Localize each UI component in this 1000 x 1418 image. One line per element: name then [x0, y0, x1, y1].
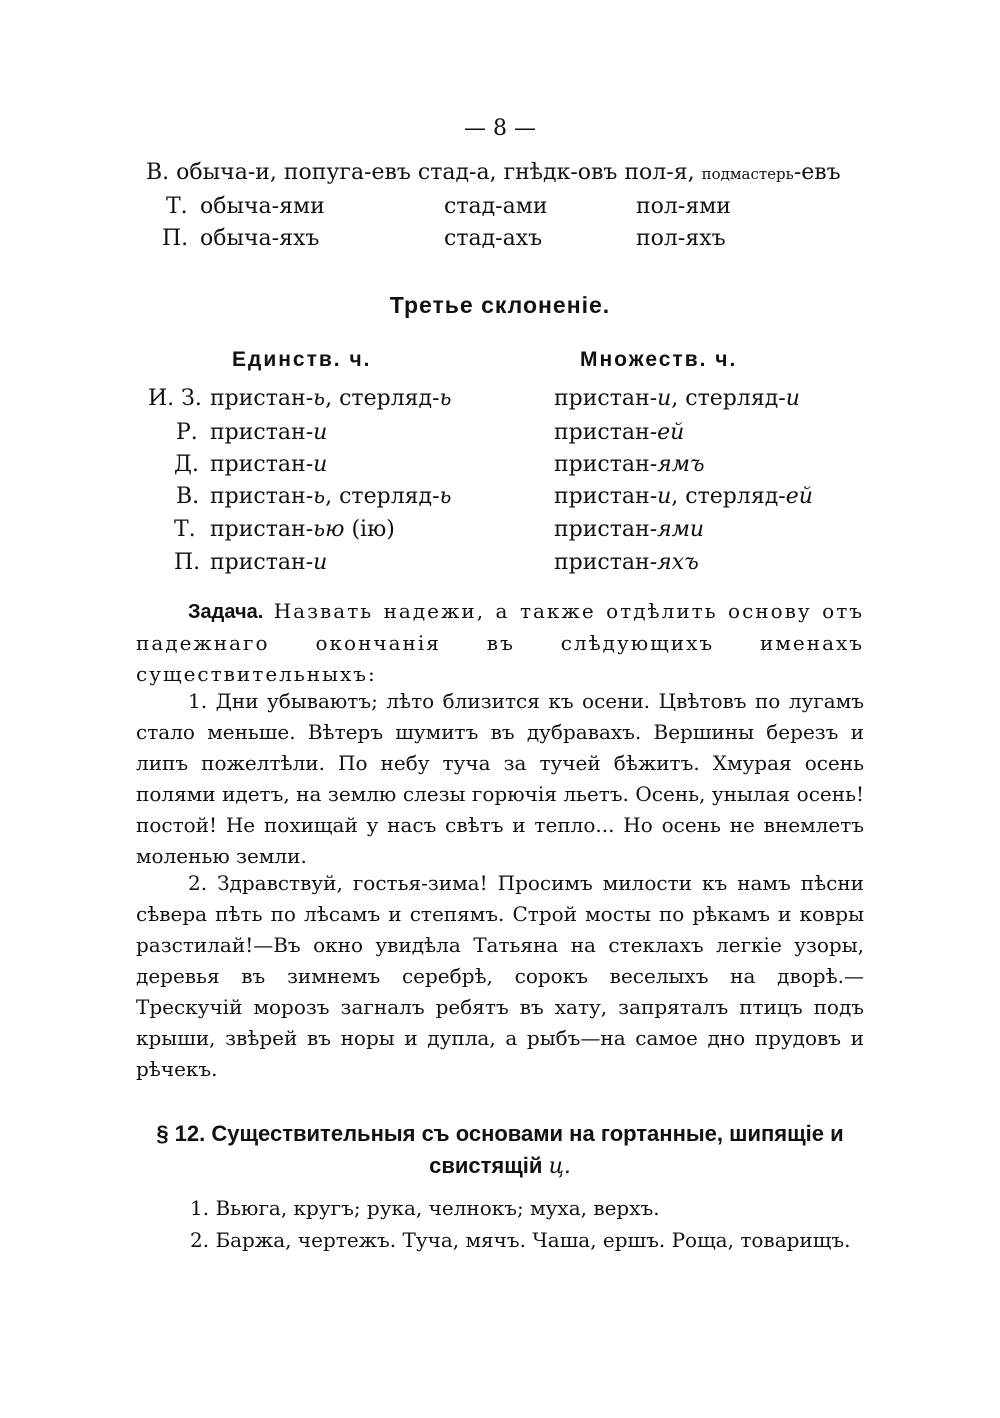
plural-stem: пристан [554, 550, 650, 575]
declension-row [210, 420, 327, 445]
declension-row [210, 452, 327, 477]
section-title-line1: § 12. Существительныя съ основами на гортанные, шипящіе и [156, 1121, 844, 1146]
task-text: Назвать надежи, а также отдѣлить основу отъ падежнаго окончанія въ слѣдующихъ именахъ существительныхъ: [136, 599, 864, 686]
declension-row [554, 550, 699, 575]
singular-ending: -ью [305, 517, 345, 542]
row-small-text: подмастерь [701, 165, 794, 183]
plural-stem-2: , стерляд [671, 386, 779, 411]
row-p-col1: обыча-яхъ [200, 226, 320, 251]
declension-row [174, 517, 196, 542]
page-number: — 8 — [464, 116, 536, 141]
declension-row [148, 386, 202, 411]
column-plural: Множеств. ч. [580, 348, 738, 371]
plural-ending-2: -и [778, 386, 800, 411]
singular-ending: -ь [305, 484, 326, 509]
singular-ending: -ь [305, 386, 326, 411]
singular-stem-2: (ію) [344, 517, 395, 542]
singular-ending-2: -ь [432, 386, 452, 411]
case-label: В. [176, 484, 200, 509]
exercise-1-text: 1. Дни убываютъ; лѣто близится къ осени. Цвѣтовъ по лугамъ стало меньше. Вѣтеръ шумитъ въ дубравахъ. Вершины березъ и липъ пожелтѣли. По небу туча за тучей бѣжитъ. Хмурая осень полями идетъ, на землю слезы горючія льетъ. Осень, унылая осень! постой! Не похищай у насъ свѣтъ и тепло... Но осень не внемлетъ моленью земли. [136, 689, 864, 868]
plural-stem-2: , стерляд [671, 484, 779, 509]
table-row-accusative [146, 160, 841, 185]
plural-ending: -и [649, 484, 672, 509]
row-t-col2: стад-ами [444, 194, 548, 219]
plural-ending: -и [649, 386, 672, 411]
singular-stem: пристан [210, 452, 306, 477]
list-item: 1. Вьюга, кругъ; рука, челнокъ; муха, верхъ. [190, 1196, 660, 1220]
plural-ending: -яхъ [649, 550, 699, 575]
plural-ending: -ями [649, 517, 705, 542]
singular-stem-2: , стерляд [325, 484, 433, 509]
section-12-title [120, 1118, 880, 1183]
singular-ending-2: -ь [432, 484, 452, 509]
singular-stem: пристан [210, 550, 306, 575]
row-case-t: Т. [166, 194, 188, 219]
case-label: Р. [176, 420, 198, 445]
declension-row [174, 452, 199, 477]
declension-row [210, 386, 452, 411]
singular-stem: пристан [210, 420, 306, 445]
declension-row [554, 420, 684, 445]
declension-row [554, 386, 800, 411]
exercise-2-text: 2. Здравствуй, гостья-зима! Просимъ милости къ намъ пѣсни сѣвера пѣть по лѣсамъ и степямъ. Строй мосты по рѣкамъ и ковры разстилай!—Въ окно увидѣла Татьяна на стеклахъ легкіе узоры, деревья въ зимнемъ серебрѣ, сорокъ веселыхъ на дворѣ.— Трескучій морозъ загналъ ребятъ въ хату, запряталъ птицъ подъ крыши, звѣрей въ норы и дупла, а рыбъ—на самое дно прудовъ и рѣчекъ. [136, 871, 864, 1081]
task-label: Задача. [188, 601, 264, 623]
exercise-1 [136, 686, 864, 872]
plural-ending: -ей [649, 420, 685, 445]
row-ending: -евъ [793, 160, 841, 185]
singular-ending: -и [305, 420, 328, 445]
plural-ending: -ямъ [649, 452, 705, 477]
declension-row [176, 484, 199, 509]
plural-stem: пристан [554, 517, 650, 542]
singular-stem-2: , стерляд [325, 386, 433, 411]
singular-stem: пристан [210, 517, 306, 542]
column-singular: Единств. ч. [232, 348, 372, 371]
section-heading: Третье склоненіе. [389, 292, 611, 318]
plural-stem: пристан [554, 420, 650, 445]
row-case-p: П. [162, 226, 189, 251]
list-item: 2. Баржа, чертежъ. Туча, мячъ. Чаша, ершъ. Роща, товарищъ. [190, 1228, 851, 1252]
plural-stem: пристан [554, 386, 650, 411]
row-t-col1: обыча-ями [200, 194, 325, 219]
section-title-line2: свистящій [429, 1153, 543, 1178]
singular-stem: пристан [210, 386, 306, 411]
declension-row [176, 420, 198, 445]
plural-ending-2: -ей [778, 484, 813, 509]
declension-row [210, 550, 327, 575]
plural-stem: пристан [554, 484, 650, 509]
case-label: П. [174, 550, 201, 575]
row-t-col3: пол-ями [636, 194, 731, 219]
declension-row [174, 550, 200, 575]
case-label: И. З. [148, 386, 202, 411]
declension-row [210, 484, 452, 509]
declension-row [554, 517, 704, 542]
row-text: В. обыча-и, попуга-евъ стад-а, гнѣдк-овъ пол-я, [146, 160, 695, 185]
section-title-letter: ц. [548, 1154, 571, 1179]
task-paragraph [136, 596, 864, 690]
exercise-2 [136, 868, 864, 1085]
declension-row [554, 484, 813, 509]
singular-ending: -и [305, 452, 328, 477]
case-label: Д. [174, 452, 199, 477]
case-label: Т. [174, 517, 196, 542]
declension-row [210, 517, 395, 542]
singular-ending: -и [305, 550, 328, 575]
plural-stem: пристан [554, 452, 650, 477]
singular-stem: пристан [210, 484, 306, 509]
row-p-col2: стад-ахъ [444, 226, 543, 251]
declension-row [554, 452, 705, 477]
row-p-col3: пол-яхъ [636, 226, 726, 251]
